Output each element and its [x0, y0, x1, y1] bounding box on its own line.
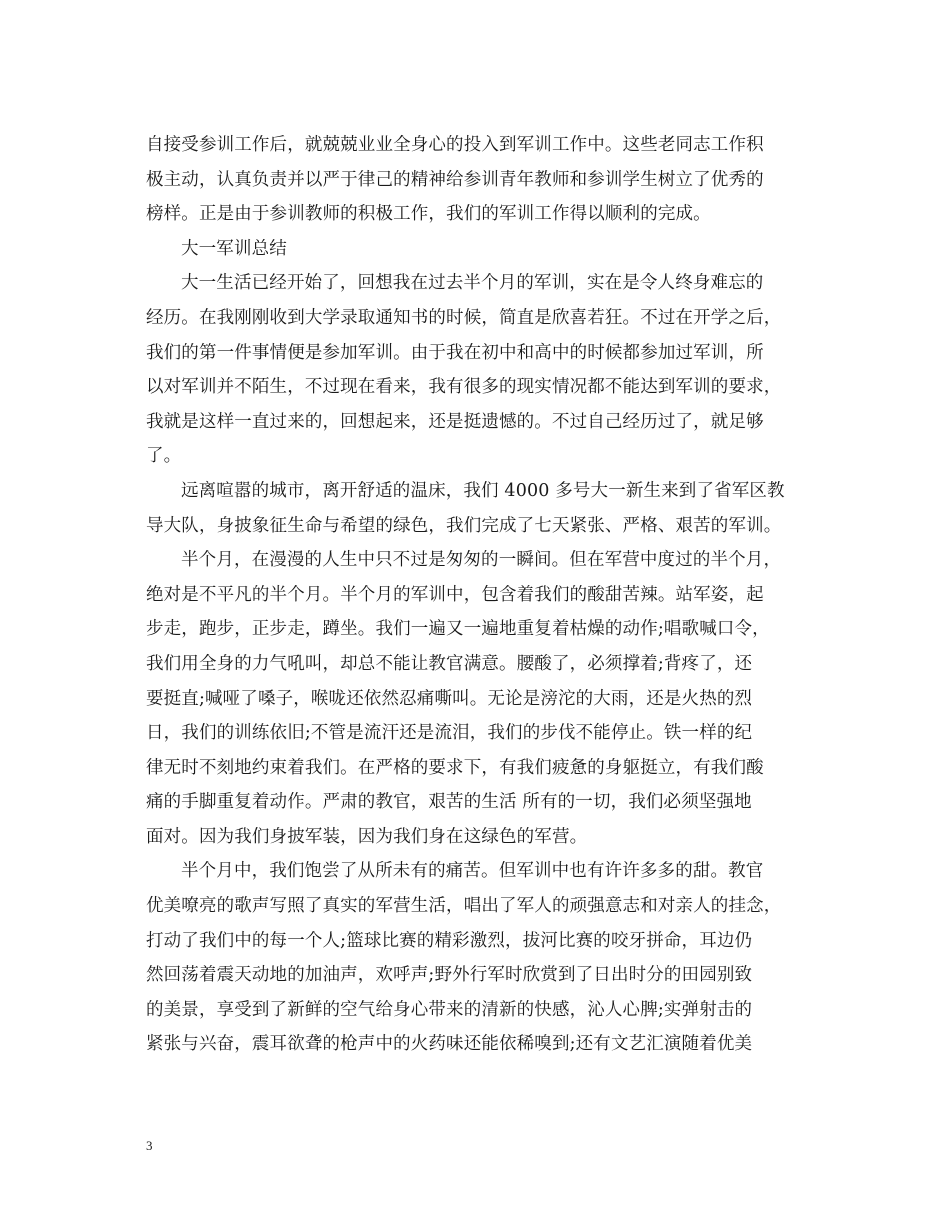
page-number: 3	[146, 1138, 153, 1153]
text-line: 经历。在我刚刚收到大学录取通知书的时候，简直是欣喜若狂。不过在开学之后，	[146, 307, 782, 328]
text-line: 优美嘹亮的歌声写照了真实的军营生活，唱出了军人的顽强意志和对亲人的挂念，	[146, 896, 782, 917]
text-line: 日，我们的训练依旧;不管是流汗还是流泪，我们的步伐不能停止。铁一样的纪	[146, 723, 753, 744]
text-line: 导大队，身披象征生命与希望的绿色，我们完成了七天紧张、严格、艰苦的军训。	[146, 515, 782, 536]
text-line: 要挺直;喊哑了嗓子，喉咙还依然忍痛嘶叫。无论是滂沱的大雨，还是火热的烈	[146, 688, 753, 709]
text-line: 律无时不刻地约束着我们。在严格的要求下，有我们疲惫的身躯挺立，有我们酸	[146, 757, 764, 778]
text-line: 半个月，在漫漫的人生中只不过是匆匆的一瞬间。但在军营中度过的半个月，	[181, 550, 782, 571]
text-line: 以对军训并不陌生，不过现在看来，我有很多的现实情况都不能达到军训的要求，	[146, 377, 782, 398]
text-line: 我们的第一件事情便是参加军训。由于我在初中和高中的时候都参加过军训，所	[146, 342, 764, 363]
text-line: 大一军训总结	[181, 238, 287, 259]
text-line: 然回荡着震天动地的加油声，欢呼声;野外行军时欣赏到了日出时分的田园别致	[146, 965, 753, 986]
text-line: 大一生活已经开始了，回想我在过去半个月的军训，实在是令人终身难忘的	[181, 273, 764, 294]
text-line: 自接受参训工作后，就兢兢业业全身心的投入到军训工作中。这些老同志工作积	[146, 135, 764, 155]
text-line: 的美景，享受到了新鲜的空气给身心带来的清新的快感，沁人心脾;实弹射击的	[146, 999, 753, 1020]
text-line: 了。	[146, 446, 182, 467]
document-body	[146, 128, 810, 1062]
text-line: 打动了我们中的每一个人;篮球比赛的精彩激烈，拔河比赛的咬牙拼命，耳边仍	[146, 930, 753, 951]
text-line: 榜样。正是由于参训教师的积极工作，我们的军训工作得以顺利的完成。	[146, 204, 711, 225]
text-line: 紧张与兴奋，震耳欲聋的枪声中的火药味还能依稀嗅到;还有文艺汇演随着优美	[146, 1034, 753, 1055]
text-line: 步走，跑步，正步走，蹲坐。我们一遍又一遍地重复着枯燥的动作;唱歌喊口令，	[146, 619, 770, 640]
text-line: 远离喧嚣的城市，离开舒适的温床，我们 4000 多号大一新生来到了省军区教	[181, 480, 785, 501]
text-line: 痛的手脚重复着动作。严肃的教官，艰苦的生活 所有的一切，我们必须坚强地	[146, 792, 752, 813]
text-line: 极主动，认真负责并以严于律己的精神给参训青年教师和参训学生树立了优秀的	[146, 169, 764, 190]
text-line: 我们用全身的力气吼叫，却总不能让教官满意。腰酸了，必须撑着;背疼了，还	[146, 653, 753, 674]
text-line: 我就是这样一直过来的，回想起来，还是挺遗憾的。不过自己经历过了，就足够	[146, 411, 764, 432]
text-line: 半个月中，我们饱尝了从所未有的痛苦。但军训中也有许许多多的甜。教官	[181, 861, 764, 882]
text-line: 面对。因为我们身披军装，因为我们身在这绿色的军营。	[146, 826, 588, 847]
text-line: 绝对是不平凡的半个月。半个月的军训中，包含着我们的酸甜苦辣。站军姿，起	[146, 584, 764, 605]
